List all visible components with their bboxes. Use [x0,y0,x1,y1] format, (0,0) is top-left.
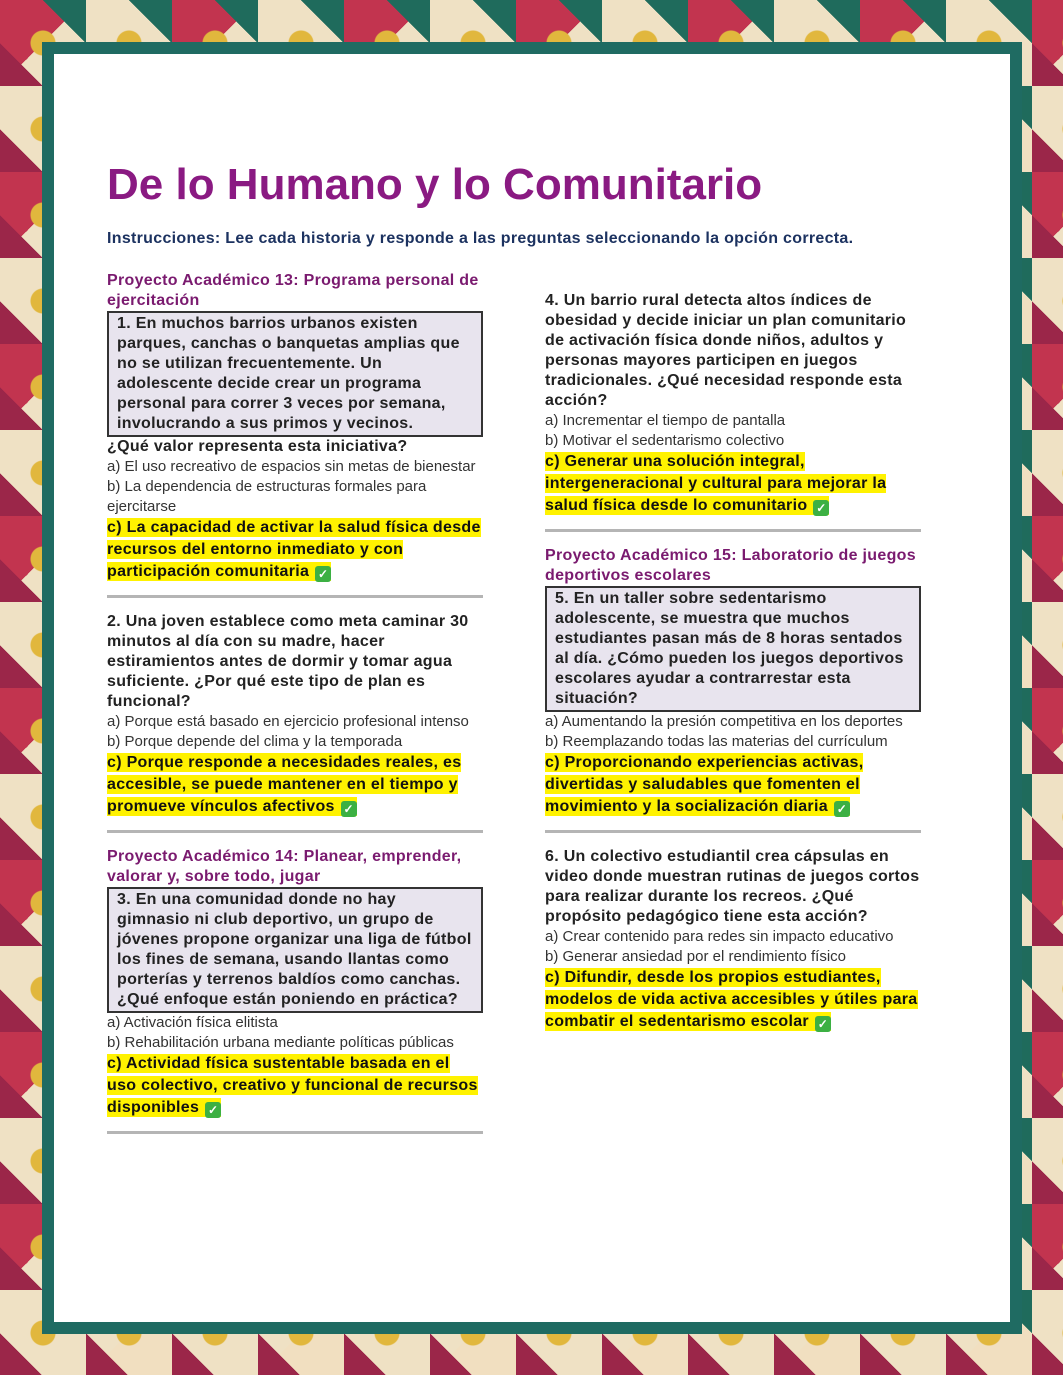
check-box-icon: ✓ [834,801,850,817]
question-5-option-c-text: c) Proporcionando experiencias activas, divertidas y saludables que fomenten el movimiento y la socialización diaria [545,754,864,815]
divider [545,529,921,532]
question-5-story: 5. En un taller sobre sedentarismo adolescente, se muestra que muchos estudiantes pasan más de 8 horas sentados al día. ¿Cómo pueden los juegos deportivos escolares ayudar a contrarrestar esta situación? [545,586,921,712]
question-4-prompt: 4. Un barrio rural detecta altos índices de obesidad y decide iniciar un plan comunitario de activación física donde niños, adultos y personas mayores participen en juegos tradicionales. ¿Qué necesidad responde esta acción? [545,292,907,409]
check-box-icon: ✓ [315,566,331,582]
question-2-option-c-text: c) Porque responde a necesidades reales, es accesible, se puede mantener en el tiempo y promueve vínculos afectivos [107,754,462,815]
right-column [545,291,921,1033]
question-1-option-c-text: c) La capacidad de activar la salud física desde recursos del entorno inmediato y con participación comunitaria [107,519,481,580]
question-1-option-c[interactable] [107,517,483,583]
question-6-option-a[interactable]: a) Crear contenido para redes sin impacto educativo [545,928,894,945]
question-1-option-b[interactable]: b) La dependencia de estructuras formales para ejercitarse [107,478,427,515]
question-4-option-c[interactable] [545,451,921,517]
question-3-option-b[interactable]: b) Rehabilitación urbana mediante políticas públicas [107,1034,454,1051]
question-6-option-c[interactable] [545,967,921,1033]
question-4-option-b[interactable]: b) Motivar el sedentarismo colectivo [545,432,785,449]
question-5-option-b[interactable]: b) Reemplazando todas las materias del currículum [545,733,888,750]
question-2-option-b[interactable]: b) Porque depende del clima y la temporada [107,733,403,750]
divider [545,830,921,833]
check-box-icon: ✓ [205,1102,221,1118]
question-1-story: 1. En muchos barrios urbanos existen parques, canchas o banquetas amplias que no se utilizan frecuentemente. Un adolescente decide crear un programa personal para correr 3 veces por semana, involucrando a sus primos y vecinos. [107,311,483,437]
divider [107,595,483,598]
divider [107,830,483,833]
question-5-option-c[interactable] [545,752,921,818]
instructions: Instrucciones: Lee cada historia y responde a las preguntas seleccionando la opción correcta. [107,230,854,247]
worksheet-page [42,42,1022,1334]
check-box-icon: ✓ [341,801,357,817]
question-6-option-b[interactable]: b) Generar ansiedad por el rendimiento físico [545,948,846,965]
project-13-heading: Proyecto Académico 13: Programa personal de ejercitación [107,272,479,309]
check-box-icon: ✓ [813,500,829,516]
question-4-option-c-text: c) Generar una solución integral, intergeneracional y cultural para mejorar la salud física desde lo comunitario [545,453,887,514]
question-2-option-c[interactable] [107,752,483,818]
project-14-heading: Proyecto Académico 14: Planear, emprender, valorar y, sobre todo, jugar [107,848,462,885]
question-1-option-a[interactable]: a) El uso recreativo de espacios sin metas de bienestar [107,458,476,475]
question-6-prompt: 6. Un colectivo estudiantil crea cápsulas en video donde muestran rutinas de juegos cortos para realizar durante los recreos. ¿Qué propósito pedagógico tiene esta acción? [545,848,920,925]
question-2-option-a[interactable]: a) Porque está basado en ejercicio profesional intenso [107,713,469,730]
divider [107,1131,483,1134]
question-5-option-a[interactable]: a) Aumentando la presión competitiva en los deportes [545,713,903,730]
left-column [107,271,483,1148]
question-2-prompt: 2. Una joven establece como meta caminar 30 minutos al día con su madre, hacer estiramientos antes de dormir y tomar agua suficiente. ¿Por qué este tipo de plan es funcional? [107,613,469,710]
question-3-option-c-text: c) Actividad física sustentable basada en el uso colectivo, creativo y funcional de recursos disponibles [107,1055,478,1116]
question-6-option-c-text: c) Difundir, desde los propios estudiantes, modelos de vida activa accesibles y útiles para combatir el sedentarismo escolar [545,969,918,1030]
question-3-story: 3. En una comunidad donde no hay gimnasio ni club deportivo, un grupo de jóvenes propone organizar una liga de fútbol los fines de semana, usando llantas como porterías y terrenos baldíos como canchas. ¿Qué enfoque están poniendo en práctica? [107,887,483,1013]
question-3-option-a[interactable]: a) Activación física elitista [107,1014,278,1031]
check-box-icon: ✓ [815,1016,831,1032]
question-3-option-c[interactable] [107,1053,483,1119]
project-15-heading: Proyecto Académico 15: Laboratorio de juegos deportivos escolares [545,547,916,584]
question-1-prompt: ¿Qué valor representa esta iniciativa? [107,438,408,455]
question-4-option-a[interactable]: a) Incrementar el tiempo de pantalla [545,412,786,429]
page-title: De lo Humano y lo Comunitario [107,160,763,209]
